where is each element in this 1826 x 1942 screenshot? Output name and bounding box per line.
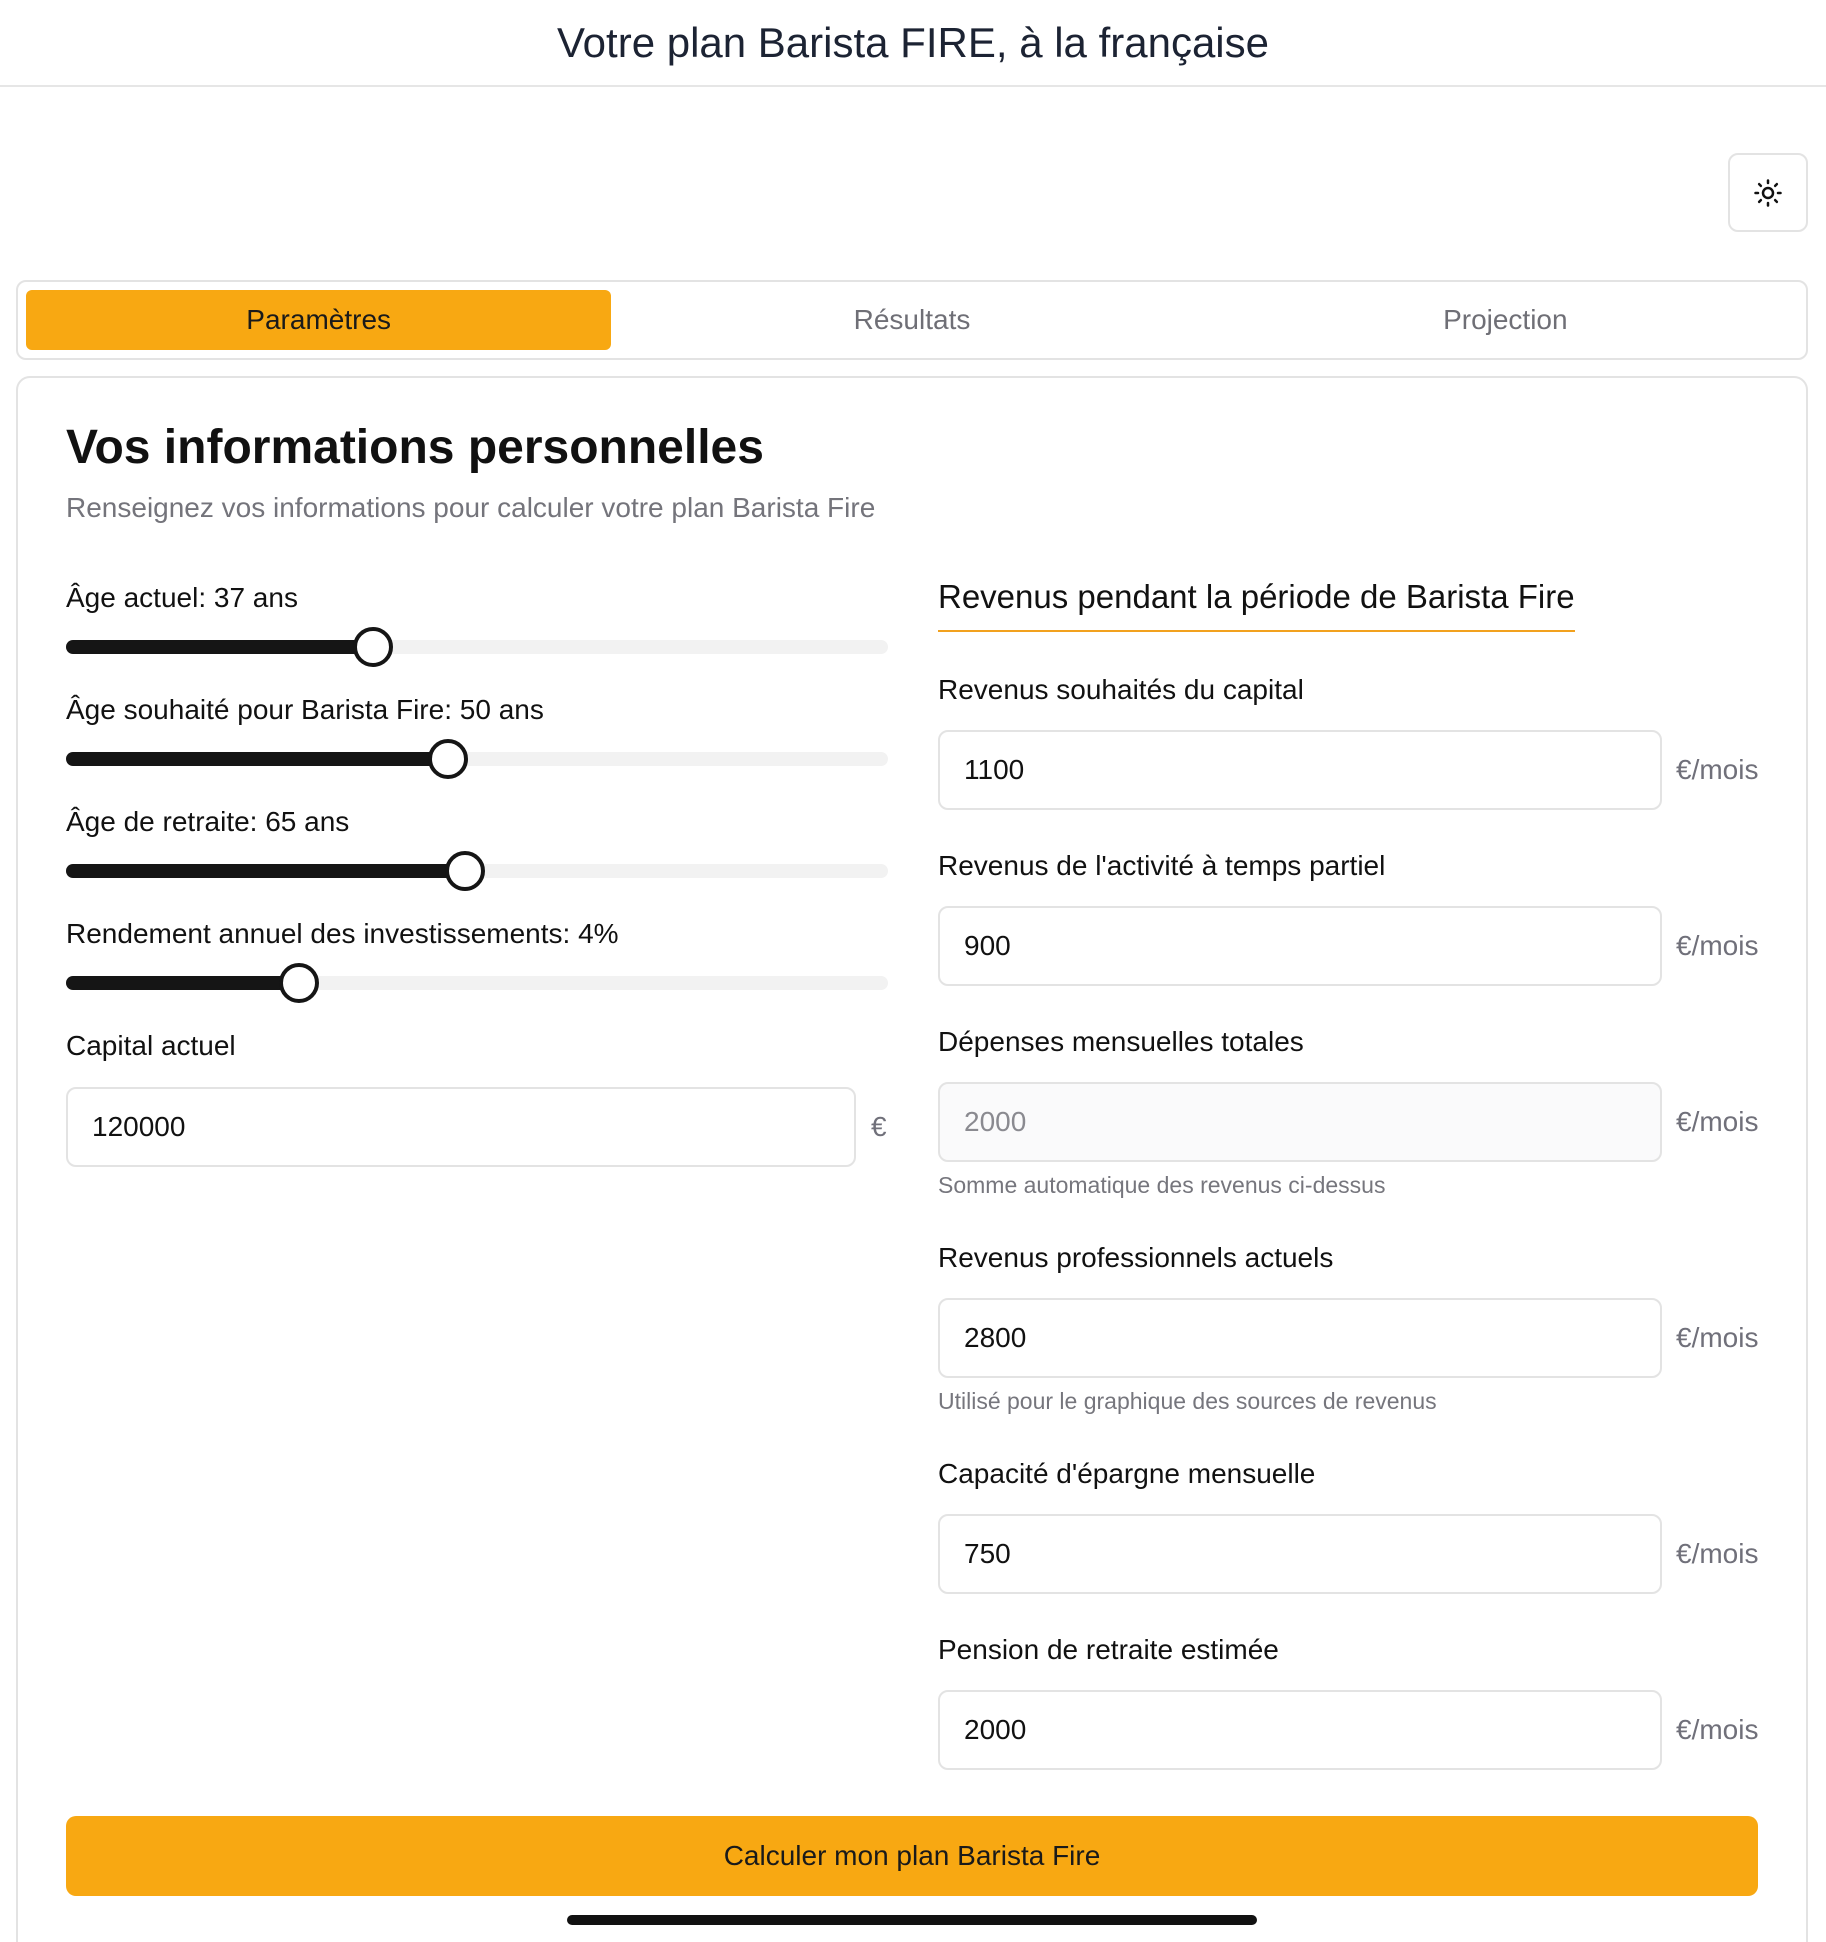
retirement-age-label: Âge de retraite: 65 ans bbox=[66, 806, 350, 837]
pension-input[interactable] bbox=[938, 1690, 1662, 1770]
slider-thumb[interactable] bbox=[353, 627, 393, 667]
capital-income-label: Revenus souhaités du capital bbox=[938, 674, 1304, 705]
calculate-button[interactable]: Calculer mon plan Barista Fire bbox=[66, 1816, 1758, 1896]
settings-card bbox=[16, 376, 1808, 1942]
current-income-label: Revenus professionnels actuels bbox=[938, 1242, 1334, 1273]
card-subtitle: Renseignez vos informations pour calculer votre plan Barista Fire bbox=[66, 492, 876, 523]
slider-thumb[interactable] bbox=[428, 739, 468, 779]
current-age-label: Âge actuel: 37 ans bbox=[66, 582, 298, 613]
part-time-income-unit: €/mois bbox=[1676, 930, 1759, 961]
card-title: Vos informations personnelles bbox=[66, 421, 764, 474]
app-header bbox=[0, 0, 1826, 87]
part-time-income-label: Revenus de l'activité à temps partiel bbox=[938, 850, 1386, 881]
slider-thumb[interactable] bbox=[279, 963, 319, 1003]
barista-age-slider[interactable] bbox=[66, 752, 888, 766]
savings-capacity-input[interactable] bbox=[938, 1514, 1662, 1594]
total-expenses-unit: €/mois bbox=[1676, 1106, 1759, 1137]
retirement-age-slider[interactable] bbox=[66, 864, 888, 878]
total-expenses-hint: Somme automatique des revenus ci-dessus bbox=[938, 1172, 1386, 1198]
capital-unit: € bbox=[871, 1111, 887, 1142]
part-time-income-input[interactable] bbox=[938, 906, 1662, 986]
return-rate-label: Rendement annuel des investissements: 4% bbox=[66, 918, 619, 949]
pension-unit: €/mois bbox=[1676, 1714, 1759, 1745]
total-expenses-input bbox=[938, 1082, 1662, 1162]
slider-fill bbox=[66, 864, 465, 878]
slider-fill bbox=[66, 976, 299, 990]
current-age-slider[interactable] bbox=[66, 640, 888, 654]
capital-label: Capital actuel bbox=[66, 1030, 236, 1061]
theme-toggle-button[interactable] bbox=[1728, 153, 1808, 232]
capital-input[interactable] bbox=[66, 1087, 856, 1167]
tab-projection[interactable]: Projection bbox=[1443, 304, 1568, 335]
capital-income-input[interactable] bbox=[938, 730, 1662, 810]
tab-parametres[interactable]: Paramètres bbox=[26, 290, 611, 350]
slider-fill bbox=[66, 752, 448, 766]
home-indicator bbox=[567, 1915, 1257, 1925]
slider-thumb[interactable] bbox=[445, 851, 485, 891]
current-income-hint: Utilisé pour le graphique des sources de revenus bbox=[938, 1388, 1437, 1414]
tab-bar bbox=[16, 280, 1808, 360]
savings-capacity-unit: €/mois bbox=[1676, 1538, 1759, 1569]
income-section-title: Revenus pendant la période de Barista Fire bbox=[938, 578, 1575, 632]
current-income-input[interactable] bbox=[938, 1298, 1662, 1378]
slider-fill bbox=[66, 640, 373, 654]
capital-income-unit: €/mois bbox=[1676, 754, 1759, 785]
barista-age-label: Âge souhaité pour Barista Fire: 50 ans bbox=[66, 694, 544, 725]
pension-label: Pension de retraite estimée bbox=[938, 1634, 1279, 1665]
total-expenses-label: Dépenses mensuelles totales bbox=[938, 1026, 1304, 1057]
app-title: Votre plan Barista FIRE, à la française bbox=[556, 18, 1269, 66]
return-rate-slider[interactable] bbox=[66, 976, 888, 990]
current-income-unit: €/mois bbox=[1676, 1322, 1759, 1353]
savings-capacity-label: Capacité d'épargne mensuelle bbox=[938, 1458, 1316, 1489]
sun-icon bbox=[1753, 178, 1783, 208]
tab-resultats[interactable]: Résultats bbox=[853, 304, 971, 335]
